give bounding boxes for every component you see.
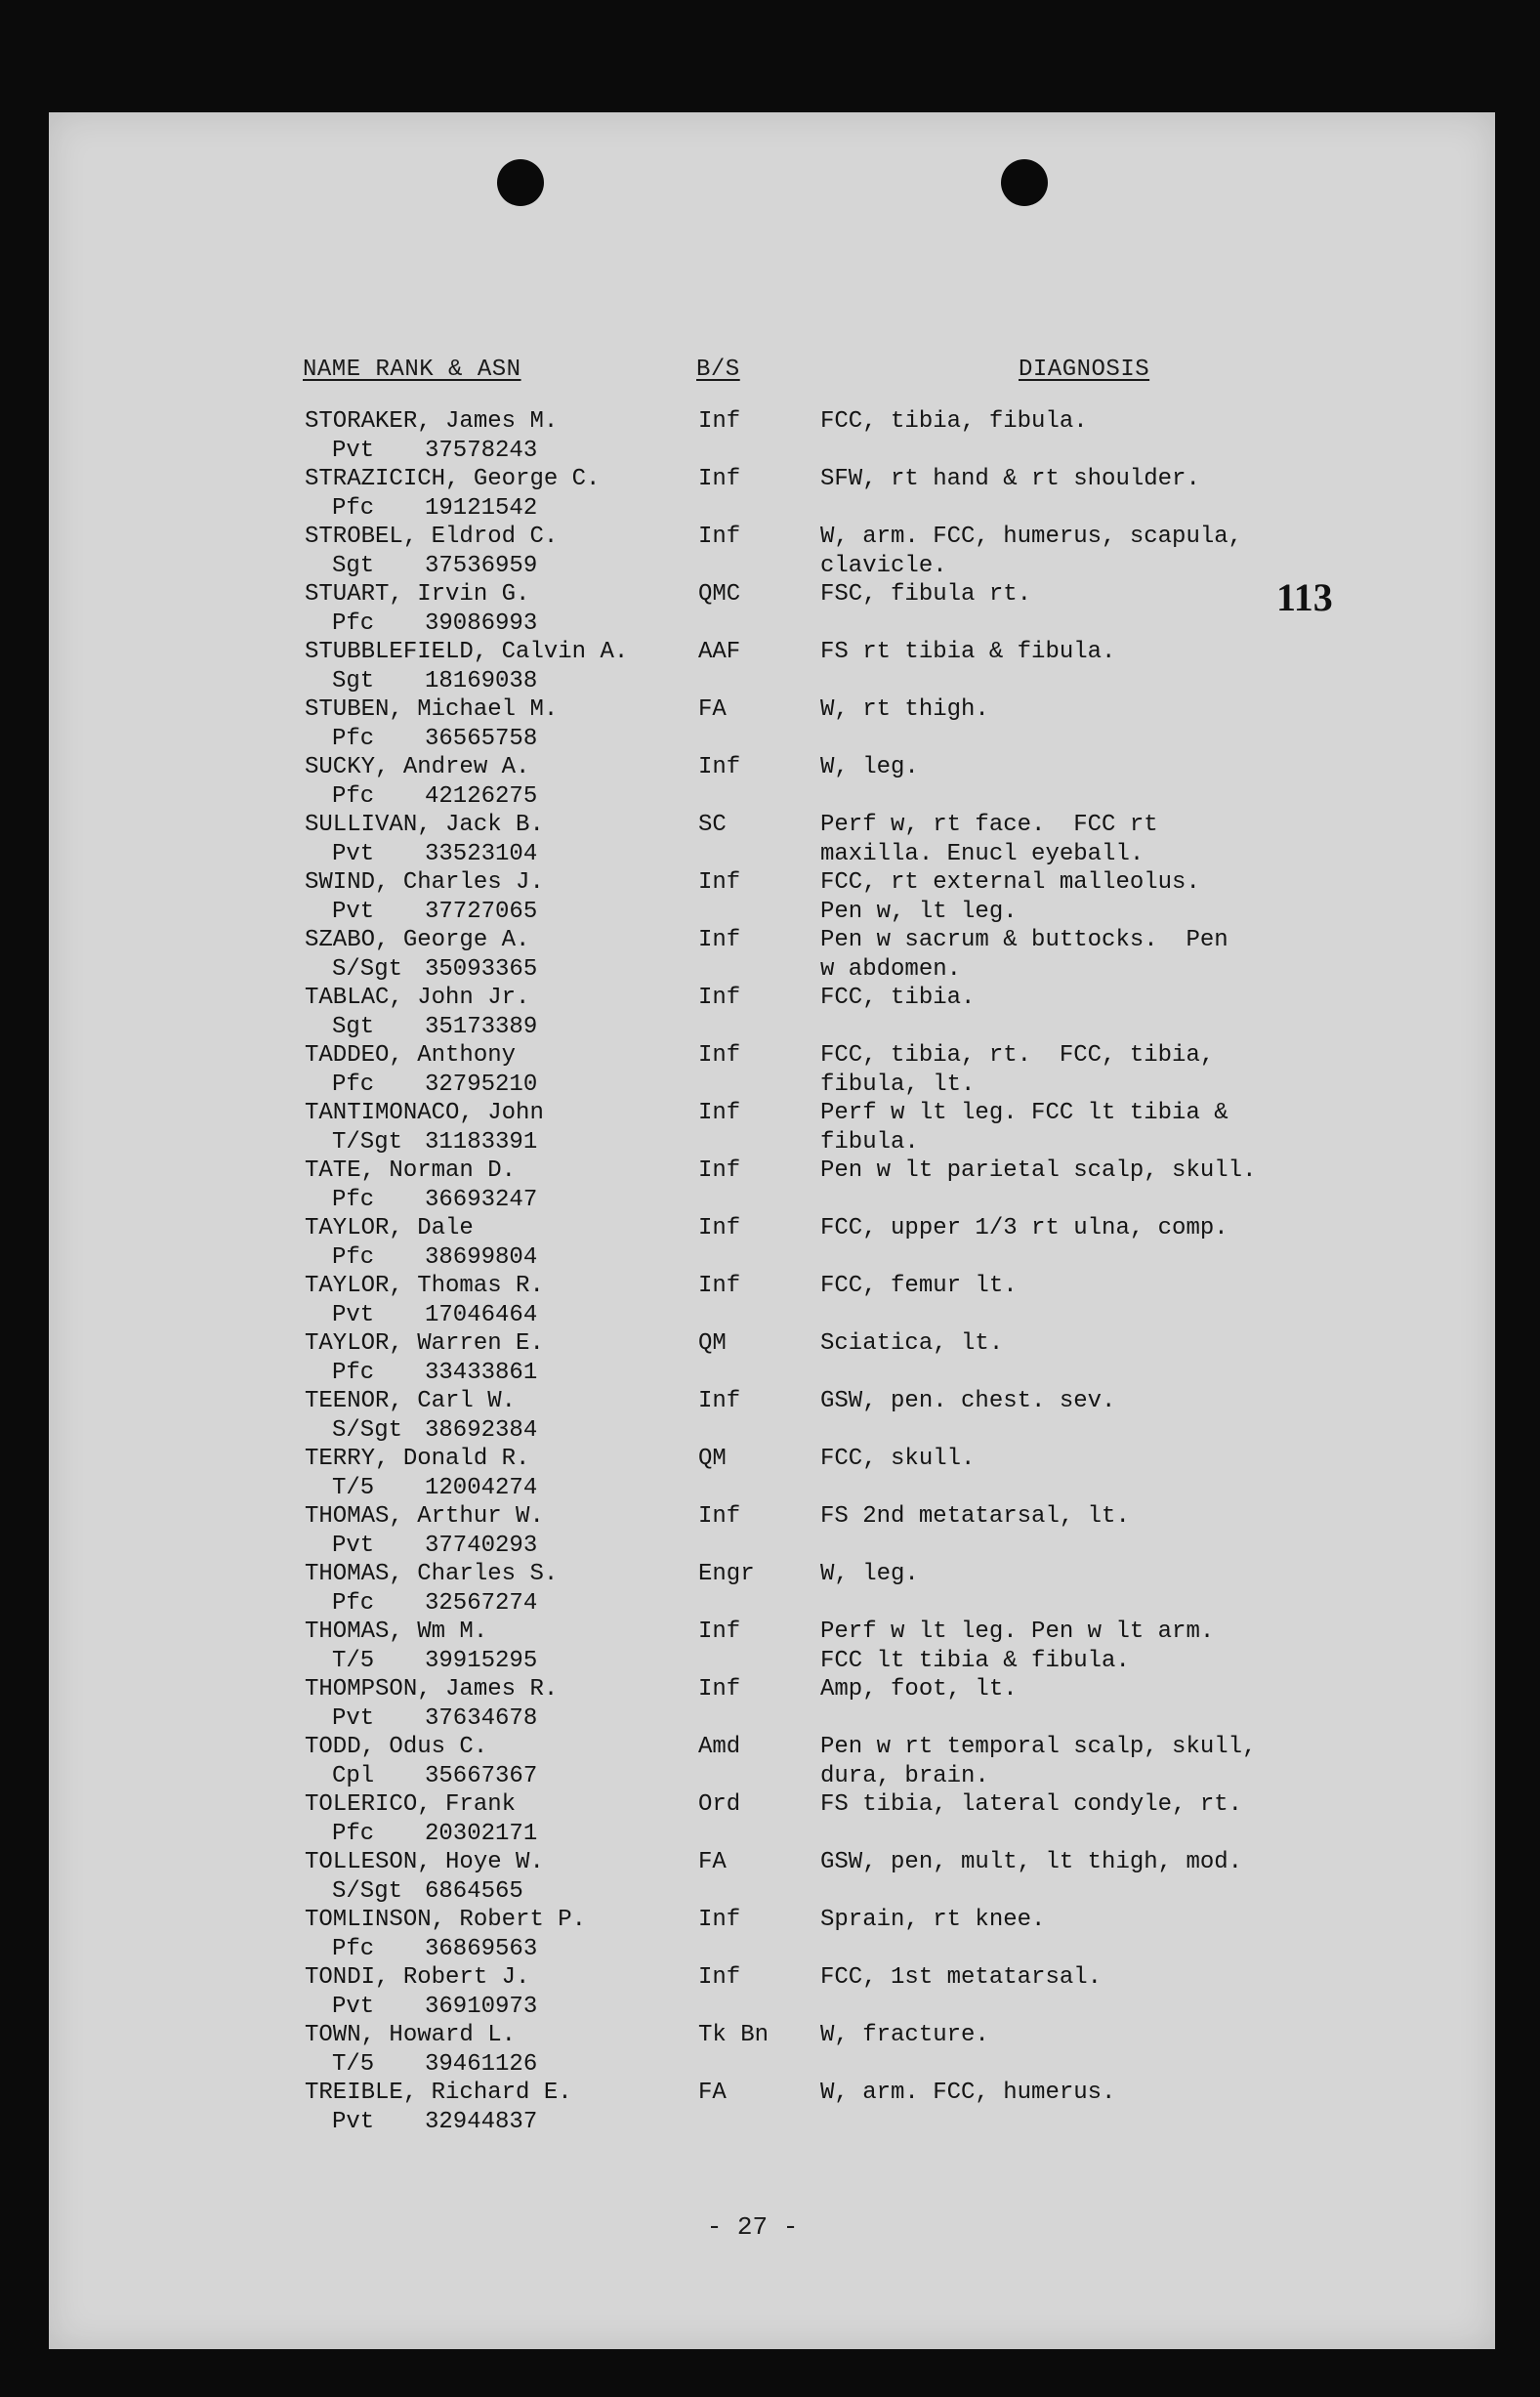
entry-rank: Pvt xyxy=(332,898,375,925)
entry-diagnosis-line-1: Perf w lt leg. Pen w lt arm. xyxy=(820,1619,1215,1645)
column-header-diagnosis: DIAGNOSIS xyxy=(1019,357,1150,383)
entry-diagnosis-line-1: W, rt thigh. xyxy=(820,696,989,723)
entry-rank: Pfc xyxy=(332,1071,375,1098)
entry-asn: 20302171 xyxy=(425,1820,538,1847)
entry-rank: T/5 xyxy=(332,1647,375,1674)
entry-branch-of-service: Inf xyxy=(698,408,741,435)
table-row xyxy=(49,1502,1495,1560)
entry-diagnosis-line-2: Pen w, lt leg. xyxy=(820,898,1018,925)
entry-branch-of-service: Inf xyxy=(698,1907,741,1933)
entry-branch-of-service: FA xyxy=(698,696,727,723)
entry-diagnosis-line-1: Sprain, rt knee. xyxy=(820,1907,1046,1933)
entry-rank: Pfc xyxy=(332,610,375,637)
entry-name: TOLLESON, Hoye W. xyxy=(305,1849,544,1875)
table-row xyxy=(49,407,1495,465)
entry-name: TODD, Odus C. xyxy=(305,1734,488,1760)
entry-asn: 6864565 xyxy=(425,1877,523,1905)
entry-rank: Sgt xyxy=(332,667,375,694)
entry-name: STUBEN, Michael M. xyxy=(305,696,559,723)
entry-branch-of-service: QMC xyxy=(698,581,741,608)
entry-diagnosis-line-1: FCC, 1st metatarsal. xyxy=(820,1964,1103,1991)
entry-branch-of-service: Inf xyxy=(698,1273,741,1299)
column-header-name-rank-asn: NAME RANK & ASN xyxy=(303,357,521,383)
entry-asn: 12004274 xyxy=(425,1474,538,1501)
entry-name: THOMAS, Arthur W. xyxy=(305,1503,544,1530)
entry-diagnosis-line-1: Perf w lt leg. FCC lt tibia & xyxy=(820,1100,1228,1126)
entry-rank: Cpl xyxy=(332,1762,375,1789)
entry-rank: Pvt xyxy=(332,2108,375,2135)
entry-name: THOMPSON, James R. xyxy=(305,1676,559,1703)
entry-diagnosis-line-1: W, arm. FCC, humerus, scapula, xyxy=(820,524,1243,550)
table-row xyxy=(49,465,1495,523)
table-row xyxy=(49,2021,1495,2079)
entry-rank: S/Sgt xyxy=(332,1877,403,1905)
entry-branch-of-service: Engr xyxy=(698,1561,755,1587)
entry-rank: Pvt xyxy=(332,840,375,867)
entry-rank: Pvt xyxy=(332,1532,375,1559)
entry-asn: 32795210 xyxy=(425,1071,538,1098)
entry-name: TAYLOR, Warren E. xyxy=(305,1330,544,1357)
entry-rank: Pfc xyxy=(332,1935,375,1962)
entry-rank: Sgt xyxy=(332,552,375,579)
table-row xyxy=(49,1329,1495,1387)
table-row xyxy=(49,1790,1495,1848)
entry-branch-of-service: Inf xyxy=(698,1964,741,1991)
entry-diagnosis-line-1: Amp, foot, lt. xyxy=(820,1676,1018,1703)
entry-diagnosis-line-1: FCC, tibia, fibula. xyxy=(820,408,1088,435)
entry-diagnosis-line-1: GSW, pen. chest. sev. xyxy=(820,1388,1116,1414)
entry-branch-of-service: Inf xyxy=(698,524,741,550)
table-row xyxy=(49,926,1495,984)
table-row xyxy=(49,695,1495,753)
entry-branch-of-service: FA xyxy=(698,1849,727,1875)
entry-asn: 37536959 xyxy=(425,552,538,579)
entry-rank: Pfc xyxy=(332,1243,375,1271)
entry-diagnosis-line-1: W, leg. xyxy=(820,754,919,780)
entry-diagnosis-line-2: FCC lt tibia & fibula. xyxy=(820,1647,1130,1674)
entry-name: TOMLINSON, Robert P. xyxy=(305,1907,587,1933)
entry-rank: Pvt xyxy=(332,437,375,464)
entry-name: STORAKER, James M. xyxy=(305,408,559,435)
table-header xyxy=(49,357,1495,396)
entry-name: TEENOR, Carl W. xyxy=(305,1388,517,1414)
entry-name: SUCKY, Andrew A. xyxy=(305,754,530,780)
entry-diagnosis-line-1: FCC, tibia. xyxy=(820,985,976,1011)
punch-hole-left xyxy=(497,159,544,206)
entry-diagnosis-line-1: Pen w sacrum & buttocks. Pen xyxy=(820,927,1228,953)
entry-name: TATE, Norman D. xyxy=(305,1157,517,1184)
table-row xyxy=(49,1848,1495,1906)
entry-asn: 35093365 xyxy=(425,955,538,983)
entry-branch-of-service: Inf xyxy=(698,754,741,780)
entry-asn: 36869563 xyxy=(425,1935,538,1962)
entry-branch-of-service: Inf xyxy=(698,1619,741,1645)
entry-diagnosis-line-1: Pen w rt temporal scalp, skull, xyxy=(820,1734,1257,1760)
entry-rank: S/Sgt xyxy=(332,1416,403,1444)
entry-branch-of-service: Inf xyxy=(698,985,741,1011)
entry-diagnosis-line-1: FCC, femur lt. xyxy=(820,1273,1018,1299)
entry-branch-of-service: Inf xyxy=(698,1388,741,1414)
casualty-list xyxy=(49,407,1495,2136)
entry-diagnosis-line-1: W, leg. xyxy=(820,1561,919,1587)
entry-diagnosis-line-1: Sciatica, lt. xyxy=(820,1330,1004,1357)
entry-asn: 31183391 xyxy=(425,1128,538,1156)
entry-branch-of-service: SC xyxy=(698,812,727,838)
entry-asn: 35667367 xyxy=(425,1762,538,1789)
entry-diagnosis-line-1: FCC, rt external malleolus. xyxy=(820,869,1200,896)
entry-asn: 38692384 xyxy=(425,1416,538,1444)
entry-name: STRAZICICH, George C. xyxy=(305,466,601,492)
entry-rank: Pfc xyxy=(332,494,375,522)
entry-diagnosis-line-1: FCC, tibia, rt. FCC, tibia, xyxy=(820,1042,1215,1069)
entry-name: TOWN, Howard L. xyxy=(305,2022,517,2048)
entry-name: TABLAC, John Jr. xyxy=(305,985,530,1011)
entry-asn: 37634678 xyxy=(425,1704,538,1732)
entry-asn: 32567274 xyxy=(425,1589,538,1617)
entry-asn: 39915295 xyxy=(425,1647,538,1674)
entry-asn: 36910973 xyxy=(425,1993,538,2020)
table-row xyxy=(49,580,1495,638)
table-row xyxy=(49,1445,1495,1502)
entry-name: STUBBLEFIELD, Calvin A. xyxy=(305,639,629,665)
entry-diagnosis-line-1: FS tibia, lateral condyle, rt. xyxy=(820,1791,1243,1818)
table-row xyxy=(49,984,1495,1041)
table-row xyxy=(49,1099,1495,1156)
entry-rank: T/5 xyxy=(332,2050,375,2078)
entry-branch-of-service: Inf xyxy=(698,1157,741,1184)
entry-branch-of-service: Ord xyxy=(698,1791,741,1818)
entry-asn: 35173389 xyxy=(425,1013,538,1040)
table-row xyxy=(49,2079,1495,2136)
entry-rank: Pvt xyxy=(332,1993,375,2020)
entry-branch-of-service: AAF xyxy=(698,639,741,665)
entry-name: SZABO, George A. xyxy=(305,927,530,953)
entry-diagnosis-line-1: W, fracture. xyxy=(820,2022,989,2048)
table-row xyxy=(49,868,1495,926)
entry-rank: Pfc xyxy=(332,1359,375,1386)
entry-diagnosis-line-1: FCC, skull. xyxy=(820,1446,976,1472)
entry-diagnosis-line-1: SFW, rt hand & rt shoulder. xyxy=(820,466,1200,492)
table-row xyxy=(49,1560,1495,1618)
entry-branch-of-service: Inf xyxy=(698,1042,741,1069)
entry-diagnosis-line-2: dura, brain. xyxy=(820,1762,989,1789)
entry-name: TOLERICO, Frank xyxy=(305,1791,517,1818)
entry-branch-of-service: Inf xyxy=(698,927,741,953)
entry-rank: Pfc xyxy=(332,725,375,752)
entry-name: THOMAS, Wm M. xyxy=(305,1619,488,1645)
entry-rank: Pfc xyxy=(332,1589,375,1617)
entry-branch-of-service: Tk Bn xyxy=(698,2022,770,2048)
table-row xyxy=(49,1272,1495,1329)
entry-diagnosis-line-1: Perf w, rt face. FCC rt xyxy=(820,812,1158,838)
entry-diagnosis-line-1: FCC, upper 1/3 rt ulna, comp. xyxy=(820,1215,1228,1241)
entry-asn: 39461126 xyxy=(425,2050,538,2078)
entry-asn: 39086993 xyxy=(425,610,538,637)
entry-diagnosis-line-1: FSC, fibula rt. xyxy=(820,581,1032,608)
entry-name: STUART, Irvin G. xyxy=(305,581,530,608)
entry-branch-of-service: Inf xyxy=(698,1215,741,1241)
entry-rank: Pvt xyxy=(332,1704,375,1732)
entry-branch-of-service: FA xyxy=(698,2080,727,2106)
entry-rank: T/5 xyxy=(332,1474,375,1501)
table-row xyxy=(49,1214,1495,1272)
entry-branch-of-service: Amd xyxy=(698,1734,741,1760)
table-row xyxy=(49,1387,1495,1445)
entry-diagnosis-line-2: w abdomen. xyxy=(820,955,962,983)
table-row xyxy=(49,523,1495,580)
entry-rank: Pvt xyxy=(332,1301,375,1328)
entry-rank: Pfc xyxy=(332,782,375,810)
entry-asn: 37578243 xyxy=(425,437,538,464)
entry-diagnosis-line-1: W, arm. FCC, humerus. xyxy=(820,2080,1116,2106)
entry-branch-of-service: Inf xyxy=(698,1676,741,1703)
entry-name: TREIBLE, Richard E. xyxy=(305,2080,572,2106)
entry-branch-of-service: Inf xyxy=(698,1503,741,1530)
entry-diagnosis-line-2: clavicle. xyxy=(820,552,947,579)
table-row xyxy=(49,1618,1495,1675)
entry-asn: 42126275 xyxy=(425,782,538,810)
table-row xyxy=(49,753,1495,811)
entry-branch-of-service: Inf xyxy=(698,869,741,896)
entry-asn: 38699804 xyxy=(425,1243,538,1271)
table-row xyxy=(49,1675,1495,1733)
entry-name: TONDI, Robert J. xyxy=(305,1964,530,1991)
entry-branch-of-service: Inf xyxy=(698,466,741,492)
entry-asn: 36693247 xyxy=(425,1186,538,1213)
entry-diagnosis-line-1: FS rt tibia & fibula. xyxy=(820,639,1116,665)
table-row xyxy=(49,1906,1495,1963)
entry-branch-of-service: QM xyxy=(698,1330,727,1357)
entry-diagnosis-line-2: maxilla. Enucl eyeball. xyxy=(820,840,1145,867)
page-number: - 27 - xyxy=(706,2212,799,2242)
entry-asn: 17046464 xyxy=(425,1301,538,1328)
page-footer xyxy=(49,2212,1495,2242)
entry-rank: T/Sgt xyxy=(332,1128,403,1156)
entry-name: TADDEO, Anthony xyxy=(305,1042,517,1069)
entry-asn: 32944837 xyxy=(425,2108,538,2135)
entry-asn: 33433861 xyxy=(425,1359,538,1386)
entry-rank: Sgt xyxy=(332,1013,375,1040)
entry-asn: 37727065 xyxy=(425,898,538,925)
entry-name: SULLIVAN, Jack B. xyxy=(305,812,544,838)
table-row xyxy=(49,1733,1495,1790)
entry-name: TAYLOR, Dale xyxy=(305,1215,474,1241)
document-page xyxy=(49,112,1495,2349)
entry-name: STROBEL, Eldrod C. xyxy=(305,524,559,550)
entry-name: TAYLOR, Thomas R. xyxy=(305,1273,544,1299)
entry-name: SWIND, Charles J. xyxy=(305,869,544,896)
table-row xyxy=(49,1156,1495,1214)
entry-rank: Pfc xyxy=(332,1186,375,1213)
entry-asn: 18169038 xyxy=(425,667,538,694)
entry-name: THOMAS, Charles S. xyxy=(305,1561,559,1587)
entry-asn: 37740293 xyxy=(425,1532,538,1559)
entry-branch-of-service: QM xyxy=(698,1446,727,1472)
column-header-bs: B/S xyxy=(696,357,740,383)
entry-diagnosis-line-1: FS 2nd metatarsal, lt. xyxy=(820,1503,1130,1530)
entry-name: TERRY, Donald R. xyxy=(305,1446,530,1472)
page-stamp-number: 113 xyxy=(1276,575,1333,619)
table-row xyxy=(49,638,1495,695)
entry-asn: 33523104 xyxy=(425,840,538,867)
punch-hole-right xyxy=(1001,159,1048,206)
entry-diagnosis-line-1: GSW, pen, mult, lt thigh, mod. xyxy=(820,1849,1243,1875)
table-row xyxy=(49,1963,1495,2021)
entry-diagnosis-line-2: fibula. xyxy=(820,1128,919,1156)
entry-branch-of-service: Inf xyxy=(698,1100,741,1126)
entry-rank: Pfc xyxy=(332,1820,375,1847)
entry-rank: S/Sgt xyxy=(332,955,403,983)
entry-name: TANTIMONACO, John xyxy=(305,1100,544,1126)
entry-asn: 36565758 xyxy=(425,725,538,752)
entry-diagnosis-line-1: Pen w lt parietal scalp, skull. xyxy=(820,1157,1257,1184)
table-row xyxy=(49,811,1495,868)
entry-asn: 19121542 xyxy=(425,494,538,522)
entry-diagnosis-line-2: fibula, lt. xyxy=(820,1071,976,1098)
table-row xyxy=(49,1041,1495,1099)
